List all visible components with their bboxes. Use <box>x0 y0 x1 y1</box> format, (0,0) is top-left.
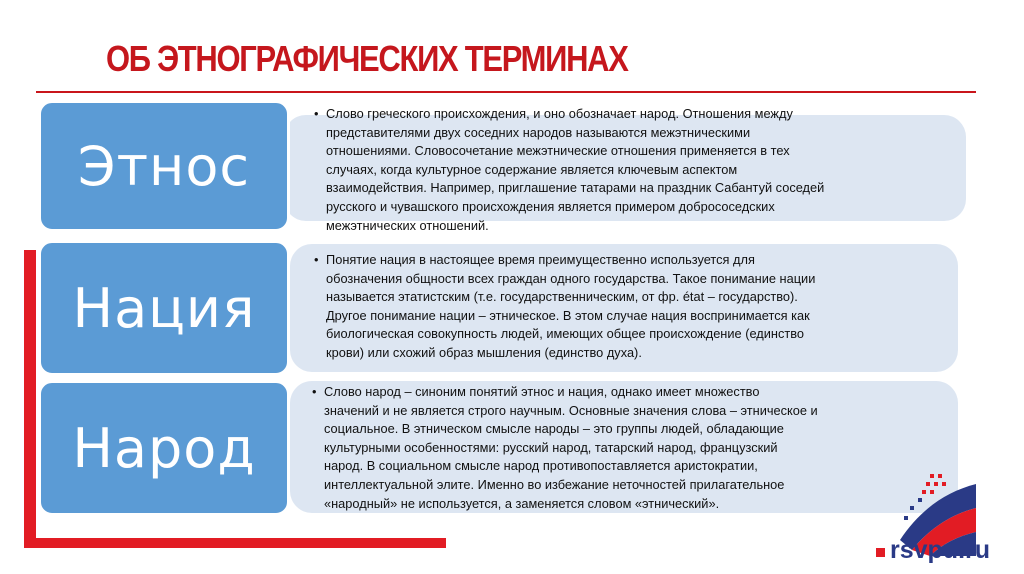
term-box-etnos <box>38 100 290 232</box>
decorative-red-vertical-bar <box>24 250 36 548</box>
term-description-natsiya <box>314 251 816 363</box>
description-line: биологическая совокупность людей, имеющих общее происхождение (единство <box>326 326 805 342</box>
description-line: народ. В социальном смысле народ противопоставляется аристократии, <box>324 458 758 474</box>
square-bullet-icon <box>876 548 885 557</box>
description-line: Понятие нация в настоящее время преимущественно используется для <box>326 252 755 267</box>
description-line: культурными особенностями: русский народ, татарский народ, французский <box>324 439 778 455</box>
description-line: значений и не является строго научным. Основные значения слова – этническое и <box>324 402 818 418</box>
term-description-etnos <box>314 105 825 235</box>
description-line: крови) или схожий образ мышления (единство духа). <box>326 344 642 360</box>
description-line: русского и чувашского происхождения является примером добрососедских <box>326 198 775 214</box>
description-line: интеллектуальной элите. Именно во избежание неточностей прилагательное <box>324 476 785 492</box>
description-line: «народный» не используется, а заменяется словом «этнический». <box>324 495 720 511</box>
bullet-icon: • <box>314 106 319 121</box>
term-label-natsiya: Нация <box>72 276 256 340</box>
decorative-red-horizontal-bar <box>24 538 446 548</box>
description-line: отношениями. Словосочетание межэтнические отношения применяется в тех <box>326 143 790 159</box>
description-line: называется этатистским (т.е. государственническим, от фр. état – государство). <box>326 289 798 305</box>
description-line: случаях, когда культурное содержание является ключевым аспектом <box>326 161 738 177</box>
page-title: ОБ ЭТНОГРАФИЧЕСКИХ ТЕРМИНАХ <box>106 38 628 79</box>
term-box-narod <box>38 380 290 516</box>
description-line: представителями двух соседних народов называются межэтническими <box>326 124 751 140</box>
bullet-icon: • <box>312 384 317 399</box>
term-label-etnos: Этнос <box>77 134 251 198</box>
description-line: межэтнических отношений. <box>326 217 489 233</box>
term-label-narod: Народ <box>72 416 256 480</box>
description-line: социальное. В этническом смысле народы – это группы людей, обладающие <box>324 421 784 437</box>
description-line: обозначения общности всех граждан одного государства. Такое понимание нации <box>326 270 816 286</box>
description-line: взаимодействия. Например, приглашение татарами на праздник Сабантуй соседей <box>326 180 825 196</box>
description-line: Слово греческого происхождения, и оно обозначает народ. Отношения между <box>326 106 793 121</box>
title-underline <box>36 91 976 93</box>
site-url-label: rsvpu.ru <box>890 536 991 564</box>
site-url <box>876 536 990 565</box>
bullet-icon: • <box>314 252 319 267</box>
term-description-narod <box>312 383 818 513</box>
description-line: Слово народ – синоним понятий этнос и нация, однако имеет множество <box>324 384 760 399</box>
term-box-natsiya <box>38 240 290 376</box>
description-line: Другое понимание нации – этническое. В этом случае нация воспринимается как <box>326 307 810 323</box>
